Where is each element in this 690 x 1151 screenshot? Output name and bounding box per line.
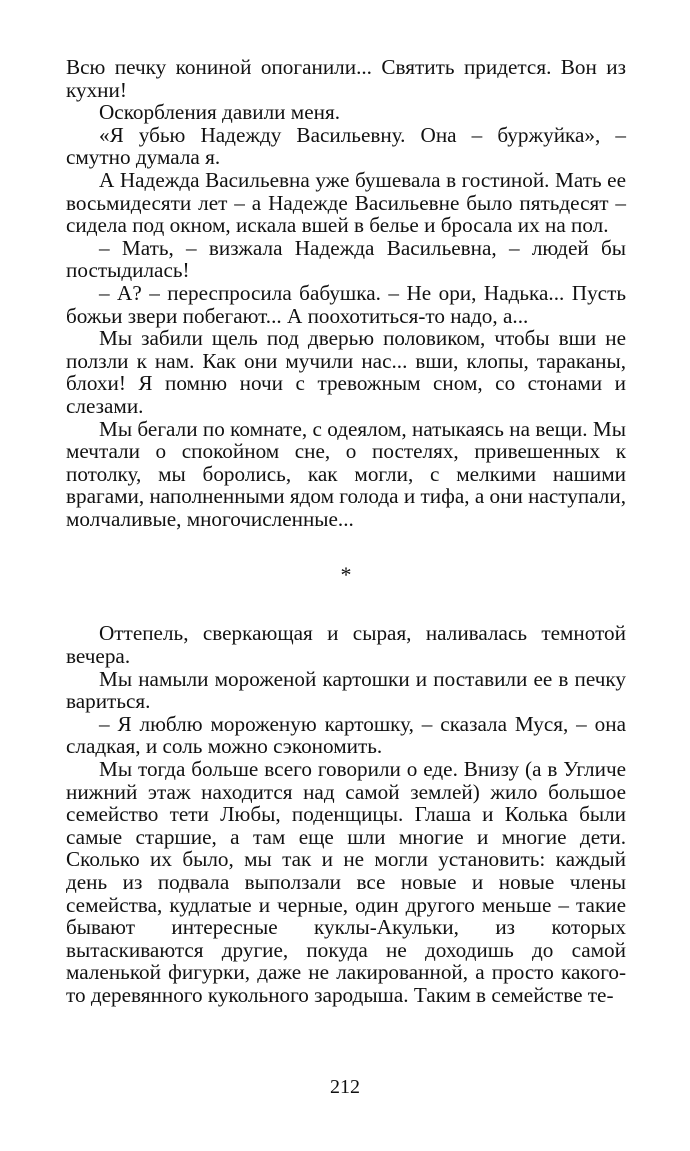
paragraph: – А? – переспросила бабушка. – Не ори, Надька... Пусть божьи звери побегают... А поохотиться-то надо, а... [66,280,626,328]
section-separator: * [340,562,352,588]
paragraph: – Мать, – визжала Надежда Васильевна, – людей бы постыдилась! [66,235,626,283]
paragraph: А Надежда Васильевна уже бушевала в гостиной. Мать ее восьмидесяти лет – а Надежде Васильевне было пятьдесят – сидела под окном, искала вшей в белье и бросала их на пол. [66,167,626,238]
paragraph: Всю печку кониной опоганили... Святить придется. Вон из кухни! [66,55,626,102]
paragraph: Мы бегали по комнате, с одеялом, натыкаясь на вещи. Мы мечтали о спокойном сне, о постелях, привешенных к потолку, мы боролись, как могли, с мелкими нашими врагами, наполненными ядом голода и тифа, а они наступали, молчаливые, многочисленные... [66,416,626,531]
paragraph: Мы забили щель под дверью половиком, чтобы вши не ползли к нам. Как они мучили нас... вши, клопы, тараканы, блохи! Я помню ночи с тревожным сном, со стонами и слезами. [66,326,626,418]
paragraph: Оттепель, сверкающая и сырая, наливалась темнотой вечера. [66,621,626,669]
paragraph: Мы намыли мороженой картошки и поставили ее в печку вариться. [66,666,626,714]
page-text [66,56,626,1007]
paragraph: «Я убью Надежду Васильевну. Она – буржуйка», – смутно думала я. [66,122,626,170]
paragraph: – Я люблю мороженую картошку, – сказала Муся, – она сладкая, и соль можно сэкономить. [66,711,626,759]
page-number: 212 [330,1076,360,1098]
paragraph: Мы тогда больше всего говорили о еде. Внизу (а в Угличе нижний этаж находится над самой землей) жило большое семейство тети Любы, поденщицы. Глаша и Колька были самые старшие, а там еще шли многие и многие дети. Сколько их было, мы так и не могли установить: каждый день из подвала выползали все новые и новые члены семейства, кудлатые и черные, один другого меньше – такие бывают интересные куклы-Акульки, из которых вытаскиваются другие, покуда не доходишь до самой маленькой фигурки, даже не лакированной, а просто какого-то деревянного кукольного зародыша. Таким в семействе те- [66,757,626,1007]
paragraph: Оскорбления давили меня. [99,100,340,125]
